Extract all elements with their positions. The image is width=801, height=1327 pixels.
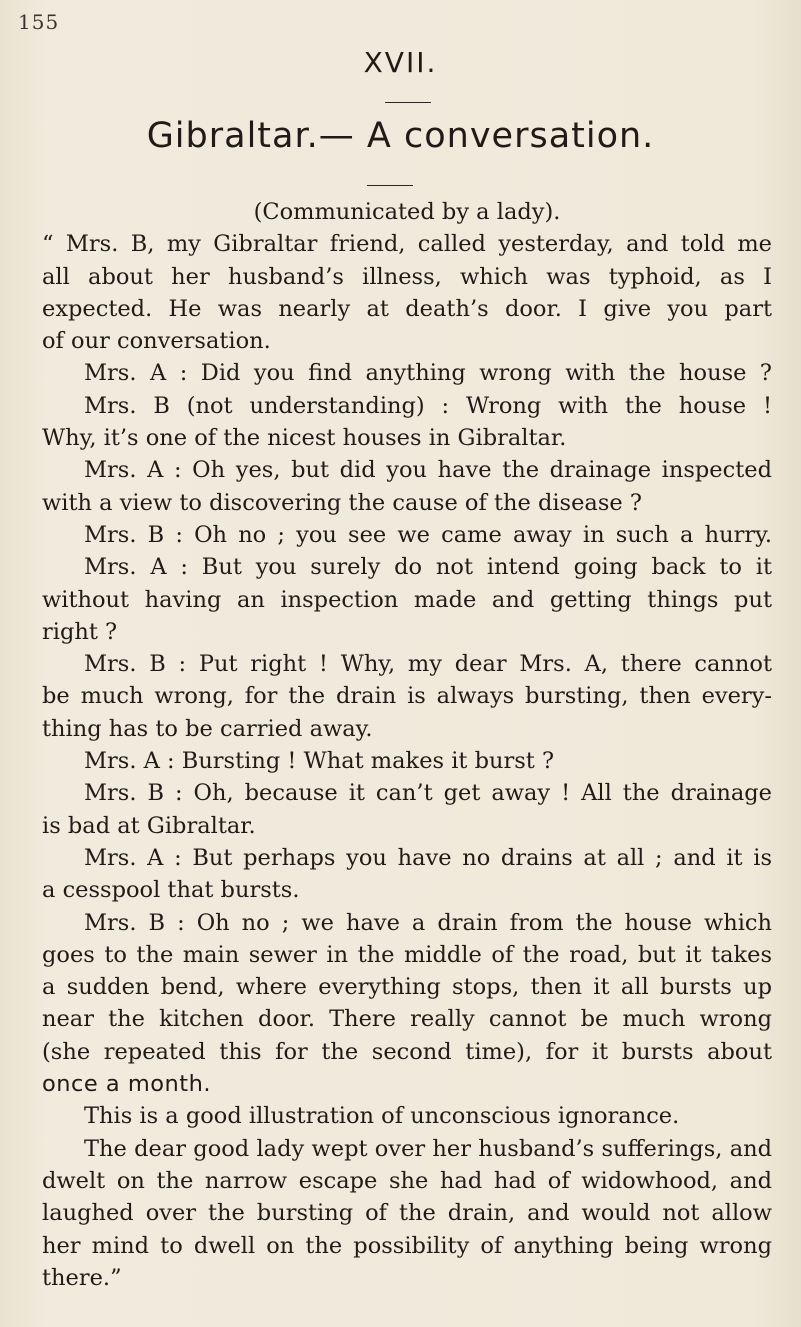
text-line: This is a good illustration of unconscious ignorance. bbox=[84, 1103, 680, 1130]
text-line: laughed over the bursting of the drain, and would not allow bbox=[42, 1200, 772, 1227]
chapter-title: Gibraltar.— A conversation. bbox=[146, 116, 655, 156]
text-line: goes to the main sewer in the middle of the road, but it takes bbox=[42, 941, 772, 968]
body-text bbox=[42, 196, 772, 1294]
text-line: with a view to discovering the cause of the disease ? bbox=[42, 489, 642, 516]
text-line: a cesspool that bursts. bbox=[42, 877, 300, 904]
text-line: thing has to be carried away. bbox=[42, 715, 373, 742]
text-line: Why, it’s one of the nicest houses in Gibraltar. bbox=[42, 425, 567, 452]
text-line: be much wrong, for the drain is always bursting, then every- bbox=[42, 683, 772, 710]
text-line: Mrs. A : But you surely do not intend going back to it bbox=[84, 554, 772, 581]
text-line: “ Mrs. B, my Gibraltar friend, called yesterday, and told me bbox=[42, 231, 772, 258]
text-line: is bad at Gibraltar. bbox=[42, 812, 256, 839]
chapter-rule-bottom bbox=[367, 185, 413, 186]
text-line: a sudden bend, where everything stops, then it all bursts up bbox=[42, 974, 772, 1001]
text-line: Mrs. A : But perhaps you have no drains at all ; and it is bbox=[84, 844, 772, 871]
text-line: Mrs. B : Oh no ; you see we came away in such a hurry. bbox=[84, 521, 772, 548]
text-line: Mrs. B : Put right ! Why, my dear Mrs. A, there cannot bbox=[84, 651, 772, 678]
text-line: her mind to dwell on the possibility of anything being wrong bbox=[42, 1232, 772, 1259]
text-line: there.” bbox=[42, 1264, 122, 1291]
text-line: right ? bbox=[42, 618, 118, 645]
text-line: near the kitchen door. There really cannot be much wrong bbox=[42, 1006, 772, 1033]
chapter-rule-top bbox=[385, 102, 431, 103]
chapter-number: XVII. bbox=[363, 46, 438, 79]
page-number: 155 bbox=[18, 10, 60, 34]
text-line: (she repeated this for the second time), for it bursts about bbox=[42, 1038, 772, 1065]
text-line: Mrs. A : Bursting ! What makes it burst ? bbox=[84, 748, 555, 775]
text-line: without having an inspection made and getting things put bbox=[42, 586, 772, 613]
text-line: dwelt on the narrow escape she had had of widowhood, and bbox=[42, 1167, 772, 1194]
byline: (Communicated by a lady). bbox=[253, 199, 561, 225]
text-line: The dear good lady wept over her husband’s sufferings, and bbox=[84, 1135, 772, 1162]
text-line: Mrs. B : Oh, because it can’t get away ! All the drainage bbox=[84, 780, 772, 807]
text-line: all about her husband’s illness, which was typhoid, as I bbox=[42, 263, 772, 290]
text-line: Mrs. B (not understanding) : Wrong with the house ! bbox=[84, 392, 772, 419]
text-line: of our conversation. bbox=[42, 328, 271, 355]
text-line: Mrs. B : Oh no ; we have a drain from the house which bbox=[84, 909, 772, 936]
text-line: once a month. bbox=[42, 1071, 212, 1098]
text-line: Mrs. A : Did you find anything wrong with the house ? bbox=[84, 360, 772, 387]
text-line: Mrs. A : Oh yes, but did you have the drainage inspected bbox=[84, 457, 772, 484]
text-line: expected. He was nearly at death’s door. I give you part bbox=[42, 295, 772, 322]
